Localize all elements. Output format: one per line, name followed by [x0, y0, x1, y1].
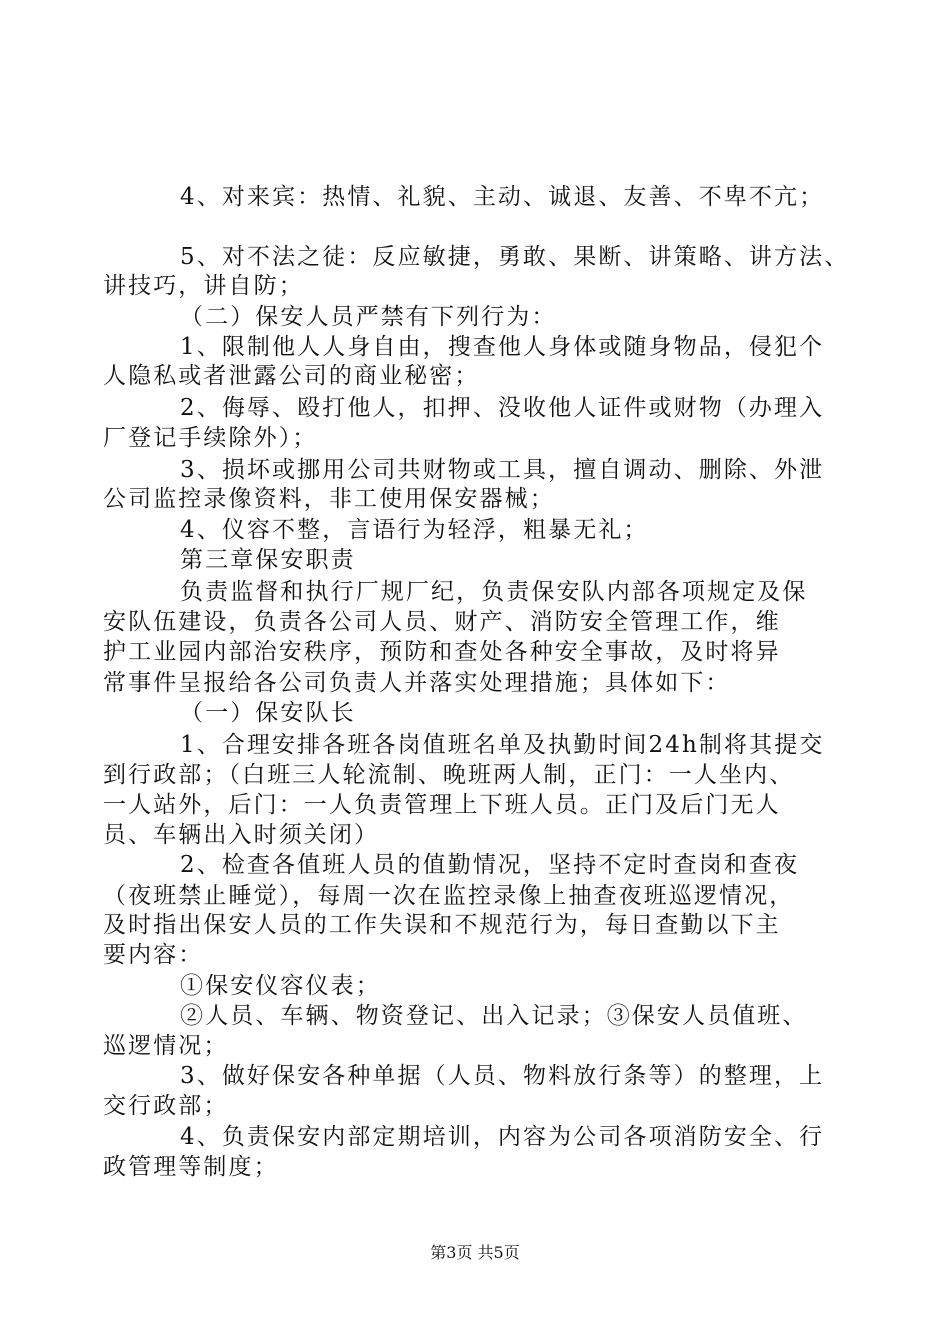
- paragraph-line: 1、合理安排各班各岗值班名单及执勤时间24h制将其提交: [180, 732, 825, 758]
- paragraph-line: 常事件呈报给各公司负责人并落实处理措施；具体如下：: [103, 670, 731, 696]
- paragraph-line: 3、做好保安各种单据（人员、物料放行条等）的整理，上: [180, 1063, 825, 1089]
- paragraph-line: 4、仪容不整，言语行为轻浮，粗暴无礼；: [180, 517, 649, 543]
- paragraph-line: 5、对不法之徒：反应敏捷，勇敢、果断、讲策略、讲方法、: [180, 244, 850, 270]
- paragraph-line: 护工业园内部治安秩序，预防和查处各种安全事故，及时将异: [103, 639, 781, 665]
- paragraph-line: 公司监控录像资料，非工使用保安器械；: [103, 486, 555, 512]
- paragraph-line: 巡逻情况；: [103, 1033, 229, 1059]
- paragraph-line: 交行政部；: [103, 1093, 229, 1119]
- paragraph-line: 第三章保安职责: [180, 547, 356, 573]
- paragraph-line: 一人站外，后门：一人负责管理上下班人员。正门及后门无人: [103, 792, 781, 818]
- paragraph-line: 安队伍建设，负责各公司人员、财产、消防安全管理工作，维: [103, 609, 781, 635]
- paragraph-line: 及时指出保安人员的工作失误和不规范行为，每日查勤以下主: [103, 912, 781, 938]
- paragraph-line: 4、对来宾：热情、礼貌、主动、诚退、友善、不卑不亢；: [180, 184, 825, 210]
- paragraph-line: （夜班禁止睡觉），每周一次在监控录像上抽查夜班巡逻情况，: [103, 883, 795, 909]
- paragraph-line: 厂登记手续除外）；: [103, 425, 318, 451]
- paragraph-line: 负责监督和执行厂规厂纪，负责保安队内部各项规定及保: [180, 579, 808, 605]
- paragraph-line: 1、限制他人人身自由，搜查他人身体或随身物品，侵犯个: [180, 334, 825, 360]
- paragraph-line: 要内容：: [103, 942, 204, 968]
- paragraph-line: 讲技巧，讲自防；: [103, 273, 304, 299]
- paragraph-line: 到行政部；（白班三人轮流制、晚班两人制，正门：一人坐内、: [103, 762, 795, 788]
- paragraph-line: 政管理等制度；: [103, 1154, 279, 1180]
- paragraph-line: 3、损坏或挪用公司共财物或工具，擅自调动、删除、外泄: [180, 457, 825, 483]
- paragraph-line: 2、侮辱、殴打他人，扣押、没收他人证件或财物（办理入: [180, 395, 825, 421]
- paragraph-line: 员、车辆出入时须关闭）: [103, 822, 380, 848]
- paragraph-line: 人隐私或者泄露公司的商业秘密；: [103, 363, 480, 389]
- paragraph-line: 2、检查各值班人员的值勤情况，坚持不定时查岗和查夜: [180, 852, 800, 878]
- paragraph-line: 4、负责保安内部定期培训，内容为公司各项消防安全、行: [180, 1124, 825, 1150]
- page-footer: 第3页 共5页: [430, 1243, 520, 1262]
- paragraph-line: ①保安仪容仪表；: [180, 973, 381, 999]
- paragraph-line: （一）保安队长: [180, 700, 356, 726]
- paragraph-line: （二）保安人员严禁有下列行为：: [180, 304, 557, 330]
- paragraph-line: ②人员、车辆、物资登记、出入记录；③保安人员值班、: [180, 1003, 808, 1029]
